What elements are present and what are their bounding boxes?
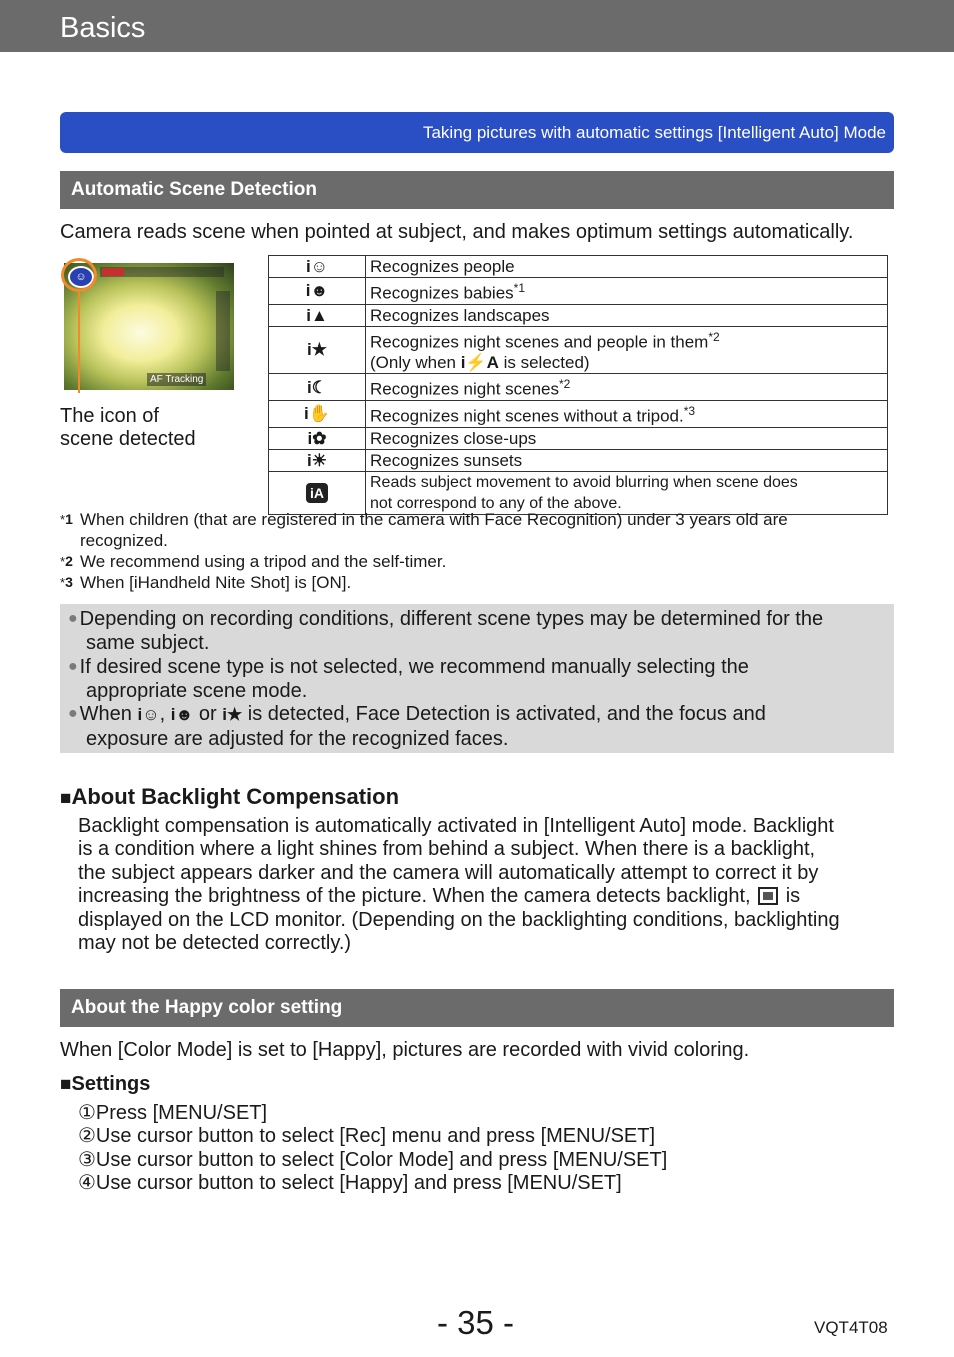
scene-night-icon: i☾ bbox=[269, 374, 366, 401]
table-row bbox=[269, 400, 888, 427]
table-row bbox=[269, 304, 888, 326]
row-desc: Recognizes close-ups bbox=[370, 428, 537, 448]
footnote-3 bbox=[60, 572, 351, 593]
row-desc-part: (Only when bbox=[370, 353, 461, 373]
backlight-text: is bbox=[780, 885, 801, 907]
table-cell bbox=[366, 449, 888, 471]
callout-circle bbox=[61, 258, 97, 292]
note-3 bbox=[68, 702, 766, 751]
footnote-ref: *3 bbox=[683, 403, 696, 418]
happy-intro: When [Color Mode] is set to [Happy], pictures are recorded with vivid coloring. bbox=[60, 1039, 750, 1061]
table-row bbox=[269, 471, 888, 514]
footnote-ref: *2 bbox=[708, 329, 720, 344]
scene-table bbox=[268, 255, 888, 515]
note-1 bbox=[68, 607, 823, 655]
table-row bbox=[269, 278, 888, 305]
backlight-line bbox=[78, 884, 800, 908]
scene-people-icon: i☺ bbox=[269, 256, 366, 278]
table-row bbox=[269, 449, 888, 471]
settings-step-4: ④Use cursor button to select [Happy] and press [MENU/SET] bbox=[78, 1172, 622, 1194]
square-bullet-icon: ■ bbox=[60, 788, 72, 809]
row-desc: Recognizes night scenes bbox=[370, 379, 560, 399]
row-desc-part: is selected) bbox=[498, 353, 590, 373]
scene-macro-icon: i✿ bbox=[269, 427, 366, 449]
backlight-heading bbox=[60, 784, 399, 810]
table-cell bbox=[366, 256, 888, 278]
backlight-text: increasing the brightness of the picture. When the camera detects backlight, bbox=[78, 885, 757, 907]
callout-line bbox=[78, 291, 80, 393]
table-row bbox=[269, 256, 888, 278]
heading-text: Settings bbox=[71, 1073, 151, 1095]
footnote-1 bbox=[60, 509, 788, 551]
note-text: Depending on recording conditions, different scene types may be determined for the bbox=[79, 608, 824, 630]
scene-sunset-icon: i☀ bbox=[269, 449, 366, 471]
row-desc: Recognizes sunsets bbox=[370, 450, 523, 470]
backlight-line: is a condition where a light shines from behind a subject. When there is a backlight, bbox=[78, 838, 816, 860]
bullet-dot-icon: ● bbox=[68, 610, 78, 627]
scene-handheld-night-icon: i✋ bbox=[269, 400, 366, 427]
backlight-line: the subject appears darker and the camera will automatically attempt to correct it by bbox=[78, 862, 819, 884]
table-cell bbox=[366, 278, 888, 305]
table-row bbox=[269, 374, 888, 401]
scene-night-portrait-icon: i★ bbox=[222, 705, 243, 724]
settings-step-3: ③Use cursor button to select [Color Mode] and press [MENU/SET] bbox=[78, 1149, 668, 1171]
page-number: - 35 - bbox=[437, 1304, 515, 1341]
intelligent-auto-icon: iA bbox=[306, 483, 328, 503]
chapter-title: Basics bbox=[60, 12, 146, 44]
table-cell bbox=[366, 400, 888, 427]
footnote-ref: *1 bbox=[513, 281, 525, 295]
table-row bbox=[269, 326, 888, 374]
footnote-ref: *2 bbox=[559, 377, 571, 392]
table-cell bbox=[269, 471, 366, 514]
footnote-text: When children (that are registered in the camera with Face Recognition) under 3 years old are bbox=[80, 510, 788, 529]
hud-rec-indicator bbox=[102, 268, 124, 276]
section-heading-scene-detection bbox=[60, 171, 894, 209]
bullet-dot-icon: ● bbox=[68, 658, 78, 675]
backlight-line: may not be detected correctly.) bbox=[78, 932, 352, 954]
backlight-line: Backlight compensation is automatically activated in [Intelligent Auto] mode. Backlight bbox=[78, 815, 834, 837]
scene-detected-icon: ☺ bbox=[68, 266, 94, 288]
footnote-text: We recommend using a tripod and the self-timer. bbox=[80, 552, 447, 571]
footnote-mark: *1 bbox=[60, 511, 73, 527]
bullet-dot-icon: ● bbox=[68, 705, 78, 722]
note-text: or bbox=[193, 703, 223, 725]
note-text: appropriate scene mode. bbox=[86, 680, 308, 702]
backlight-icon bbox=[758, 887, 778, 905]
scene-babies-icon: i☻ bbox=[269, 278, 366, 305]
table-cell bbox=[366, 304, 888, 326]
row-desc: Reads subject movement to avoid blurring when scene does bbox=[370, 473, 798, 491]
document-code: VQT4T08 bbox=[814, 1318, 888, 1337]
scene-intro: Camera reads scene when pointed at subject, and makes optimum settings automatically. bbox=[60, 221, 854, 243]
row-desc: Recognizes babies bbox=[370, 283, 514, 303]
row-desc: not correspond to any of the above. bbox=[370, 494, 622, 512]
note-text: exposure are adjusted for the recognized faces. bbox=[86, 728, 509, 750]
row-desc: Recognizes people bbox=[370, 257, 515, 276]
photo-caption-line2: scene detected bbox=[60, 428, 196, 450]
note-text: If desired scene type is not selected, we recommend manually selecting the bbox=[79, 656, 749, 678]
backlight-line: displayed on the LCD monitor. (Depending on the backlighting conditions, backlighting bbox=[78, 909, 840, 931]
row-desc: Recognizes night scenes and people in them bbox=[370, 332, 709, 352]
breadcrumb bbox=[60, 112, 894, 153]
settings-heading bbox=[60, 1073, 150, 1096]
scene-people-icon: i☺ bbox=[137, 705, 160, 724]
settings-step-2: ②Use cursor button to select [Rec] menu and press [MENU/SET] bbox=[78, 1125, 656, 1147]
row-desc: Recognizes night scenes without a tripod. bbox=[370, 406, 684, 426]
scene-babies-icon: i☻ bbox=[170, 705, 194, 724]
footnote-text: recognized. bbox=[80, 531, 168, 550]
af-tracking-label: AF Tracking bbox=[147, 373, 206, 386]
table-cell bbox=[366, 427, 888, 449]
note-text: same subject. bbox=[86, 632, 210, 654]
photo-caption-line1: The icon of bbox=[60, 405, 159, 427]
row-desc: Recognizes landscapes bbox=[370, 305, 550, 325]
breadcrumb-text: Taking pictures with automatic settings [Intelligent Auto] Mode bbox=[422, 122, 886, 142]
footnote-mark: *2 bbox=[60, 553, 73, 569]
table-row bbox=[269, 427, 888, 449]
note-2 bbox=[68, 655, 749, 703]
table-cell bbox=[366, 471, 888, 514]
footnote-2 bbox=[60, 551, 446, 572]
heading-text: About Backlight Compensation bbox=[71, 784, 400, 809]
flash-auto-icon: i⚡A bbox=[460, 353, 499, 373]
table-cell bbox=[366, 326, 888, 374]
settings-step-1: ①Press [MENU/SET] bbox=[78, 1102, 268, 1124]
footnote-mark: *3 bbox=[60, 574, 73, 590]
hud-side-bar bbox=[216, 291, 230, 371]
section-heading-happy-color bbox=[60, 989, 894, 1027]
section-heading-text: Automatic Scene Detection bbox=[71, 179, 317, 200]
footnote-text: When [iHandheld Nite Shot] is [ON]. bbox=[80, 573, 352, 592]
note-text: , bbox=[159, 703, 171, 725]
note-text: When bbox=[79, 703, 138, 725]
section-heading-text: About the Happy color setting bbox=[71, 997, 343, 1018]
square-bullet-icon: ■ bbox=[60, 1074, 72, 1095]
scene-night-portrait-icon: i★ bbox=[269, 326, 366, 374]
scene-landscape-icon: i▲ bbox=[269, 304, 366, 326]
top-header-bar bbox=[0, 0, 954, 52]
table-cell bbox=[366, 374, 888, 401]
note-text: is detected, Face Detection is activated, and the focus and bbox=[242, 703, 766, 725]
